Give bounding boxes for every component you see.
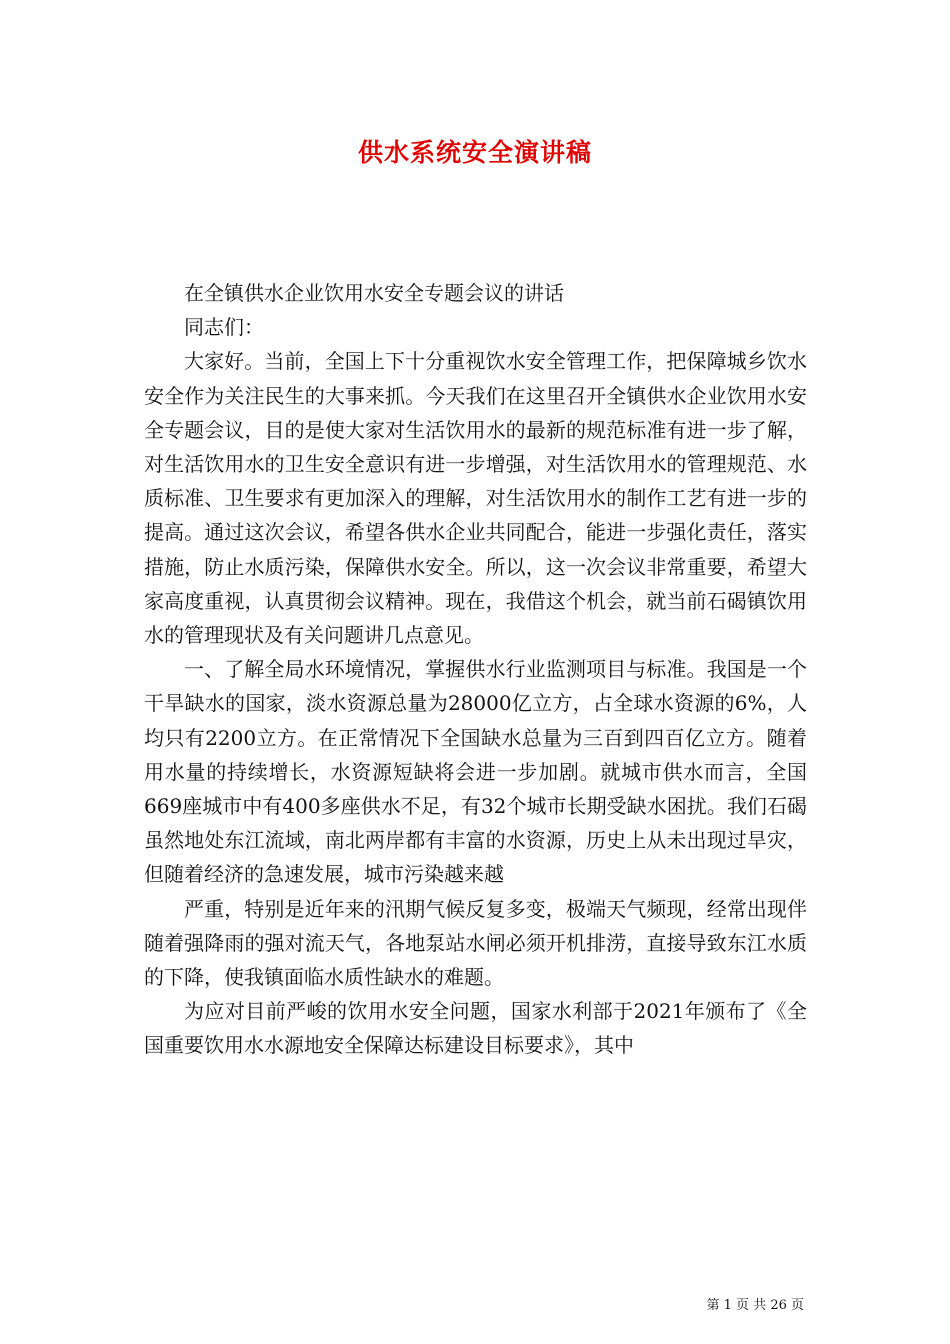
document-title: 供水系统安全演讲稿 [357,138,592,167]
paragraph-pollution: 严重，特别是近年来的汛期气候反复多变，极端天气频现，经常出现伴随着强降雨的强对流天气，各地泵站水闸必须开机排涝，直接导致东江水质的下降，使我镇面临水质性缺水的难题。 [144,896,807,990]
document-body [144,276,807,1063]
paragraph-section-one: 一、了解全局水环境情况，掌握供水行业监测项目与标准。我国是一个干旱缺水的国家，淡水资源总量为28000亿立方，占全球水资源的6%，人均只有2200立方。在正常情况下全国缺水总量为三百到四百亿立方。随着用水量的持续增长，水资源短缺将会进一步加剧。就城市供水而言，全国669座城市中有400多座供水不足，有32个城市长期受缺水困扰。我们石碣虽然地处东江流域，南北两岸都有丰富的水资源，历史上从未出现过旱灾，但随着经济的急速发展，城市污染越来越 [144,657,807,887]
salutation: 同志们： [184,315,264,340]
paragraph-regulation: 为应对目前严峻的饮用水安全问题，国家水利部于2021年颁布了《全国重要饮用水水源地安全保障达标建设目标要求》，其中 [144,999,807,1058]
speech-heading: 在全镇供水企业饮用水安全专题会议的讲话 [184,281,564,305]
paragraph-intro: 大家好。当前，全国上下十分重视饮水安全管理工作，把保障城乡饮水安全作为关注民生的大事来抓。今天我们在这里召开全镇供水企业饮用水安全专题会议，目的是使大家对生活饮用水的最新的规范标准有进一步了解，对生活饮用水的卫生安全意识有进一步增强，对生活饮用水的管理规范、水质标准、卫生要求有更加深入的理解，对生活饮用水的制作工艺有进一步的提高。通过这次会议，希望各供水企业共同配合，能进一步强化责任，落实措施，防止水质污染，保障供水安全。所以，这一次会议非常重要，希望大家高度重视，认真贯彻会议精神。现在，我借这个机会，就当前石碣镇饮用水的管理现状及有关问题讲几点意见。 [144,349,807,648]
page-number: 第 1 页 共 26 页 [706,1298,804,1313]
